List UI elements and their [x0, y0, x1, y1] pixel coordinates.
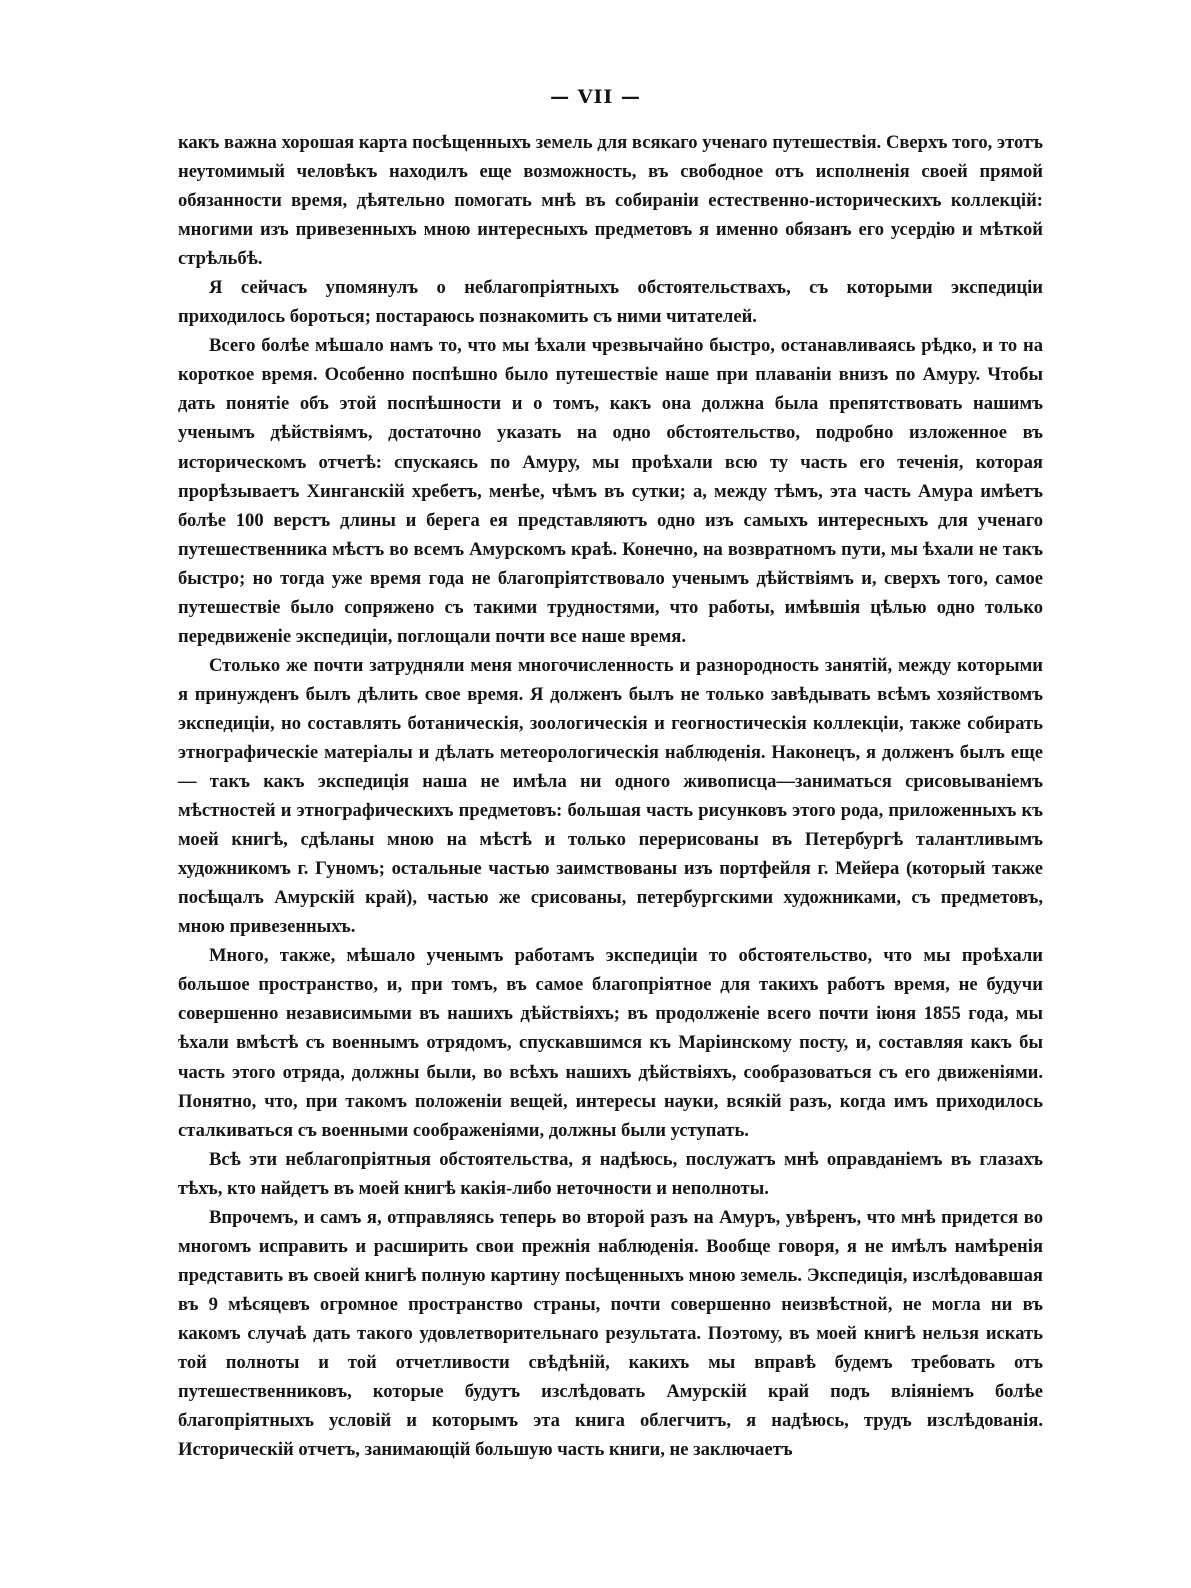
paragraph: Много, также, мѣшало ученымъ работамъ экспедиціи то обстоятельство, что мы проѣхали большое пространство, и, при томъ, въ самое благопріятное для такихъ работъ время, не будучи совершенно независимыми въ нашихъ дѣйствіяхъ; въ продолженіе всего почти іюня 1855 года, мы ѣхали вмѣстѣ съ военнымъ отрядомъ, спускавшимся къ Маріинскому посту, и, составляя какъ бы часть этого отряда, должны были, во всѣхъ нашихъ дѣйствіяхъ, сообразоваться съ его движеніями. Понятно, что, при такомъ положеніи вещей, интересы науки, всякій разъ, когда имъ приходилось сталкиваться съ военными соображеніями, должны были уступать.	[178, 945, 1043, 1141]
paragraph: Всего болѣе мѣшало намъ то, что мы ѣхали чрезвычайно быстро, останавливаясь рѣдко, и то на короткое время. Особенно поспѣшно было путешествіе наше при плаваніи внизъ по Амуру. Чтобы дать понятіе объ этой поспѣшности и о томъ, какъ она должна была препятствовать нашимъ ученымъ дѣйствіямъ, достаточно указать на одно обстоятельство, подробно изложенное въ историческомъ отчетѣ: спускаясь по Амуру, мы проѣхали всю ту часть его теченія, которая прорѣзываетъ Хинганскій хребетъ, менѣе, чѣмъ въ сутки; а, между тѣмъ, эта часть Амура имѣетъ болѣе 100 верстъ длины и берега ея представляютъ одно изъ самыхъ интересныхъ для ученаго путешественника мѣстъ во всемъ Амурскомъ краѣ. Конечно, на возвратномъ пути, мы ѣхали не такъ быстро; но тогда уже время года не благопріятствовало ученымъ дѣйствіямъ и, сверхъ того, самое путешествіе было сопряжено съ такими трудностями, что работы, имѣвшія цѣлью одно только передвиженіе экспедиціи, поглощали почти все наше время.	[178, 335, 1043, 647]
paragraph: Впрочемъ, и самъ я, отправляясь теперь во второй разъ на Амуръ, увѣренъ, что мнѣ придется во многомъ исправить и расширить свои прежнія наблюденія. Вообще говоря, я не имѣлъ намѣренія представить въ своей книгѣ полную картину посѣщенныхъ мною земель. Экспедиція, изслѣдовавшая въ 9 мѣсяцевъ огромное пространство страны, почти совершенно неизвѣстной, не могла ни въ какомъ случаѣ дать такого удовлетворительнаго результата. Поэтому, въ моей книгѣ нельзя искать той полноты и той отчетливости свѣдѣній, какихъ мы вправѣ будемъ требовать отъ путешественниковъ, которые будутъ изслѣдовать Амурскій край подъ вліяніемъ болѣе благопріятныхъ условій и которымъ эта книга облегчитъ, я надѣюсь, трудъ изслѣдованія. Историческій отчетъ, занимающій большую часть книги, не заключаетъ	[178, 1206, 1043, 1461]
page-number: — VII —	[550, 86, 641, 108]
paragraph: Столько же почти затрудняли меня многочисленность и разнородность занятій, между которыми я принужденъ былъ дѣлить свое время. Я долженъ былъ не только завѣдывать всѣмъ хозяйствомъ экспедиціи, но составлять ботаническія, зоологическія и геогностическія коллекціи, также собирать этнографическіе матеріалы и дѣлать метеорологическія наблюденія. Наконецъ, я долженъ былъ еще — такъ какъ экспедиція наша не имѣла ни одного живописца—заниматься срисовываніемъ мѣстностей и этнографическихъ предметовъ: большая часть рисунковъ этого рода, приложенныхъ къ моей книгѣ, сдѣланы мною на мѣстѣ и только перерисованы въ Петербургѣ талантливымъ художникомъ г. Гуномъ; остальные частью заимствованы изъ портфейля г. Мейера (который также посѣщалъ Амурскій край), частью же срисованы, петербургскими художниками, съ предметовъ, мною привезенныхъ.	[178, 654, 1043, 938]
paragraph-continuation: какъ важна хорошая карта посѣщенныхъ земель для всякаго ученаго путешествія. Сверхъ того, этотъ неутомимый человѣкъ находилъ еще возможность, въ свободное отъ исполненія своей прямой обязанности время, дѣятельно помогать мнѣ въ собираніи естественно-историческихъ коллекцій: многими изъ привезенныхъ мною интересныхъ предметовъ я именно обязанъ его усердію и мѣткой стрѣльбѣ.	[178, 132, 1043, 270]
paragraph: Я сейчасъ упомянулъ о неблагопріятныхъ обстоятельствахъ, съ которыми экспедиціи приходилось бороться; постараюсь познакомить съ ними читателей.	[178, 277, 1043, 328]
paragraph: Всѣ эти неблагопріятныя обстоятельства, я надѣюсь, послужатъ мнѣ оправданіемъ въ глазахъ тѣхъ, кто найдетъ въ моей книгѣ какія-либо неточности и неполноты.	[178, 1148, 1043, 1199]
body-text	[178, 128, 1043, 1464]
